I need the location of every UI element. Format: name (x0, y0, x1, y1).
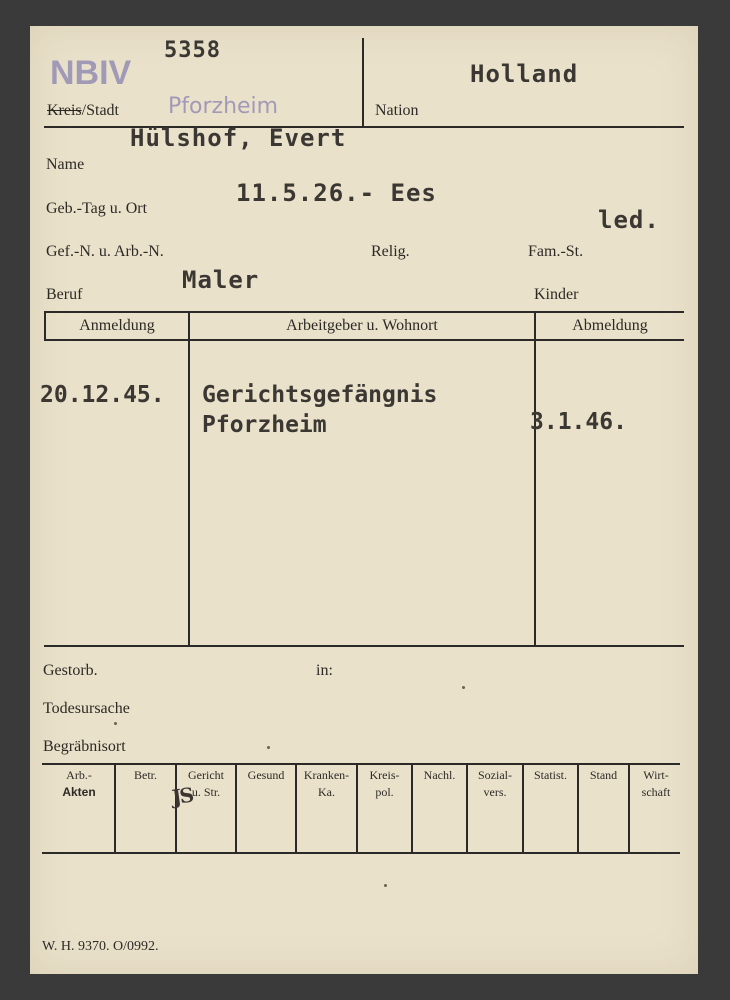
famst-value: led. (598, 206, 660, 234)
anmeldung-header: Anmeldung (79, 317, 155, 334)
col-betr: Betr. (134, 768, 157, 782)
table-top-rule (44, 311, 684, 313)
table-left-edge (44, 311, 46, 339)
registration-card (30, 26, 698, 974)
col-sozial: Sozial- vers. (478, 768, 512, 799)
col-nachl: Nachl. (423, 768, 456, 782)
col-stand: Stand (589, 768, 618, 782)
speck (462, 686, 465, 689)
begraebnisort-label: Begräbnisort (43, 738, 126, 755)
handwritten-mark: JS (170, 782, 194, 810)
birth-value: 11.5.26.- Ees (236, 179, 437, 207)
kinder-label: Kinder (534, 286, 579, 303)
todesursache-label: Todesursache (43, 700, 130, 717)
beruf-value: Maler (182, 266, 260, 294)
top-divider (362, 38, 364, 126)
abmeldung-value: 3.1.46. (530, 409, 627, 435)
kreis-stadt-label: Kreis/Stadt (47, 102, 119, 119)
gestorb-label: Gestorb. (43, 662, 98, 679)
birth-label: Geb.-Tag u. Ort (46, 200, 148, 217)
table-bottom-rule (44, 645, 684, 647)
table-header-rule (44, 339, 684, 341)
col-wirtschaft: Wirt- schaft (641, 768, 671, 799)
stamp-city: Pforzheim (168, 94, 279, 119)
speck (384, 884, 387, 887)
speck (267, 746, 270, 749)
name-value: Hülshof, Evert (130, 124, 347, 152)
anmeldung-value: 20.12.45. (40, 382, 165, 408)
arbeitgeber-line-1: Gerichtsgefängnis (202, 382, 438, 408)
grid-top-rule (42, 763, 680, 765)
name-label: Name (46, 156, 85, 173)
nation-value: Holland (470, 60, 579, 88)
table-divider-1 (188, 311, 190, 645)
col-kreis: Kreis- pol. (369, 768, 400, 799)
stamp-nbiv: NBIV (50, 54, 132, 92)
col-arb-akten: Arb.- Akten (62, 768, 96, 799)
gef-label: Gef.-N. u. Arb.-N. (46, 243, 164, 260)
beruf-label: Beruf (46, 286, 83, 303)
col-gericht: Gericht u. Str. (188, 768, 224, 799)
arbeitgeber-header: Arbeitgeber u. Wohnort (286, 317, 438, 334)
relig-label: Relig. (371, 243, 410, 260)
abmeldung-header: Abmeldung (572, 317, 648, 334)
famst-label: Fam.-St. (528, 243, 584, 260)
speck (114, 722, 117, 725)
in-label: in: (316, 662, 333, 679)
form-number: W. H. 9370. O/0992. (42, 939, 159, 954)
col-gesund: Gesund (247, 768, 285, 782)
grid-bottom-rule (42, 852, 680, 854)
nation-label: Nation (375, 102, 419, 119)
table-divider-2 (534, 311, 536, 645)
col-statist: Statist. (533, 768, 567, 782)
card-number: 5358 (164, 38, 221, 63)
col-kranken: Kranken- Ka. (303, 768, 350, 799)
arbeitgeber-line-2: Pforzheim (202, 412, 327, 438)
